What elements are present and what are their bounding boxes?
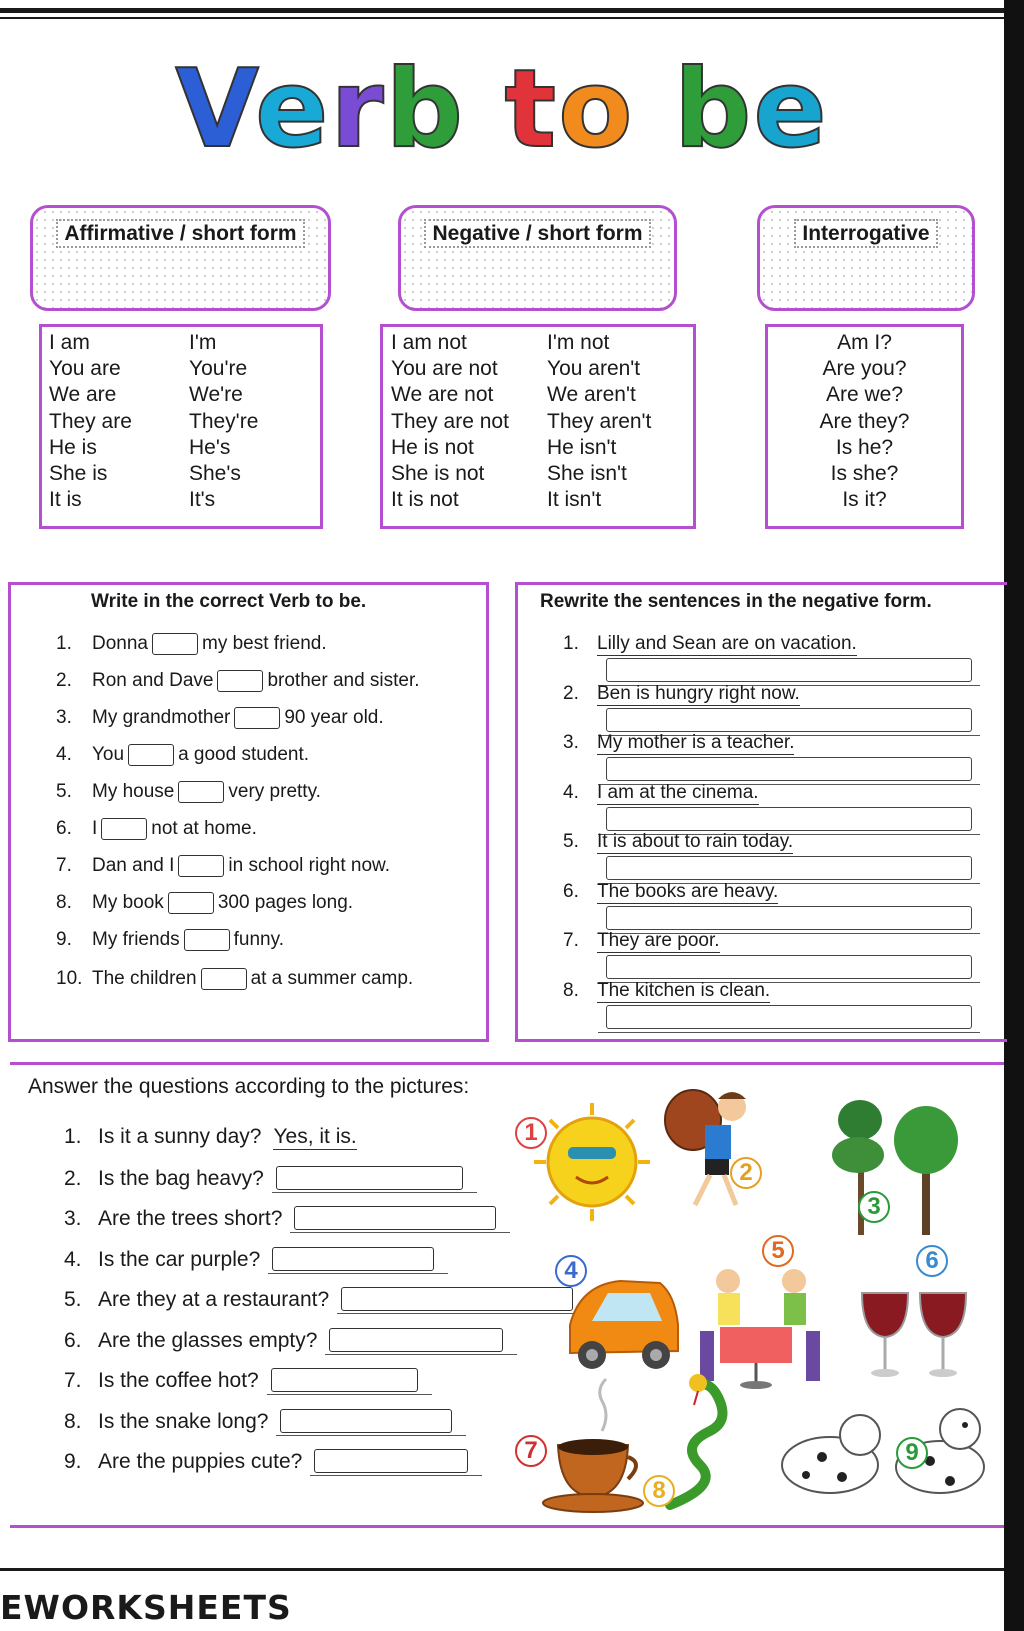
affirmative-cell: They're <box>189 410 259 433</box>
item-number: 7. <box>563 930 579 951</box>
question: Is the bag heavy? <box>98 1166 264 1190</box>
negative-cell: She isn't <box>547 462 627 485</box>
verb-blank-input[interactable] <box>201 968 247 990</box>
answer-input[interactable] <box>329 1328 503 1352</box>
item-number: 2. <box>56 670 72 692</box>
sentence: I am at the cinema. <box>597 781 759 803</box>
interrogative-row <box>768 355 961 382</box>
sentence-start: My grandmother <box>92 707 231 729</box>
interrogative-row <box>768 460 961 487</box>
interrogative-header-box <box>757 205 975 311</box>
negative-answer-line <box>598 952 980 983</box>
trees-picture <box>832 1100 958 1235</box>
sentence-start: My book <box>92 892 164 914</box>
sentence-end: brother and sister. <box>267 670 420 692</box>
sentence-start: The children <box>92 968 197 990</box>
interrogative-cell: Am I? <box>837 331 892 354</box>
sentence-end: my best friend. <box>202 633 327 655</box>
negative-header-box <box>398 205 677 311</box>
interrogative-header: Interrogative <box>796 221 935 246</box>
title-letter: o <box>558 47 635 172</box>
affirmative-cell: They are <box>49 410 132 433</box>
exercise2-heading: Rewrite the sentences in the negative form. <box>540 591 932 612</box>
answer-input[interactable] <box>294 1206 496 1230</box>
item-number: 3. <box>64 1207 82 1231</box>
item-number: 8. <box>56 892 72 914</box>
exercise3-item <box>64 1125 357 1150</box>
negative-cell: They aren't <box>547 410 652 433</box>
item-number: 8. <box>64 1409 82 1433</box>
negative-answer-input[interactable] <box>606 708 972 732</box>
affirmative-cell: She's <box>189 462 241 485</box>
page-title <box>0 45 1004 175</box>
negative-row <box>383 408 693 435</box>
title-letter <box>634 47 674 172</box>
negative-cell: He isn't <box>547 436 617 459</box>
title-letter: t <box>504 47 559 172</box>
exercise2-item <box>563 782 759 805</box>
sentence-start: My house <box>92 781 175 803</box>
exercise1-item <box>56 744 309 766</box>
negative-answer-line <box>598 655 980 686</box>
picture-number-badge: 7 <box>515 1435 547 1467</box>
exercise2-item <box>563 683 800 706</box>
interrogative-cell: Are they? <box>819 410 910 433</box>
picture-number-badge: 6 <box>916 1245 948 1277</box>
title-letter <box>465 47 505 172</box>
item-number: 6. <box>56 818 72 840</box>
coffee-picture <box>543 1379 643 1512</box>
item-number: 1. <box>56 633 72 655</box>
affirmative-cell: You're <box>189 357 248 380</box>
affirmative-cell: He's <box>189 436 231 459</box>
item-number: 1. <box>64 1125 82 1148</box>
affirmative-header-box <box>30 205 331 311</box>
negative-cell: It is not <box>391 488 459 511</box>
sentence: It is about to rain today. <box>597 831 794 852</box>
item-number: 8. <box>563 979 579 1001</box>
item-number: 6. <box>563 880 579 902</box>
exercise1-item <box>56 855 390 877</box>
sentence-start: Donna <box>92 633 148 655</box>
affirmative-cell: He is <box>49 436 97 459</box>
affirmative-row <box>42 460 320 487</box>
exercise1-item <box>56 929 284 951</box>
exercise2-item <box>563 732 794 755</box>
boy-bag-picture <box>665 1090 746 1205</box>
answer-text: Yes, it is. <box>273 1125 357 1148</box>
exercise3-heading: Answer the questions according to the pictures: <box>28 1075 470 1098</box>
item-number: 5. <box>563 831 579 852</box>
negative-row <box>383 329 693 356</box>
answer-line <box>276 1409 466 1436</box>
puppies-picture <box>782 1409 984 1493</box>
verb-blank-input[interactable] <box>178 781 224 803</box>
negative-answer-line <box>598 853 980 884</box>
question: Are the trees short? <box>98 1207 283 1231</box>
snake-picture <box>670 1374 723 1505</box>
affirmative-cell: It's <box>189 488 216 511</box>
negative-cell: It isn't <box>547 488 602 511</box>
exercise2-item <box>563 633 857 656</box>
answer-input[interactable] <box>314 1449 468 1473</box>
negative-cell: You are not <box>391 357 498 380</box>
exercise3-box <box>10 1062 1004 1528</box>
answer-line <box>268 1247 448 1274</box>
affirmative-cell: It is <box>49 488 82 511</box>
sentence-end: in school right now. <box>228 855 390 877</box>
affirmative-row <box>42 486 320 513</box>
affirmative-cell: You are <box>49 357 121 380</box>
item-number: 2. <box>64 1166 82 1190</box>
negative-row <box>383 381 693 408</box>
item-number: 7. <box>56 855 72 877</box>
negative-cell: She is not <box>391 462 485 485</box>
negative-row <box>383 460 693 487</box>
negative-answer-input[interactable] <box>606 906 972 930</box>
exercise2-item <box>563 930 720 953</box>
negative-cell: They are not <box>391 410 509 433</box>
item-number: 1. <box>563 633 579 654</box>
exercise3-item <box>64 1166 477 1193</box>
item-number: 9. <box>64 1450 82 1474</box>
interrogative-cell: Is it? <box>842 488 887 511</box>
negative-answer-input[interactable] <box>606 658 972 682</box>
answer-input[interactable] <box>271 1368 418 1392</box>
sentence: My mother is a teacher. <box>597 732 795 753</box>
question: Is it a sunny day? <box>98 1125 262 1148</box>
sun-picture <box>534 1103 650 1221</box>
verb-blank-input[interactable] <box>178 855 224 877</box>
answer-line <box>267 1368 432 1395</box>
footer-brand: EWORKSHEETS <box>0 1588 292 1627</box>
negative-cell: I'm not <box>547 331 610 354</box>
title-letter: e <box>753 47 829 172</box>
title-letter: e <box>255 47 331 172</box>
top-rule <box>0 8 1004 13</box>
negative-row <box>383 355 693 382</box>
answer-line <box>272 1166 477 1193</box>
exercise3-item <box>64 1328 517 1355</box>
answer-line <box>310 1449 482 1476</box>
sentence-end: 90 year old. <box>284 707 384 729</box>
affirmative-row <box>42 329 320 356</box>
exercise3-item <box>64 1449 482 1476</box>
exercise1-item <box>56 633 327 655</box>
item-number: 6. <box>64 1328 82 1352</box>
negative-answer-input[interactable] <box>606 757 972 781</box>
negative-header: Negative / short form <box>426 221 648 246</box>
item-number: 10. <box>56 968 83 990</box>
verb-blank-input[interactable] <box>101 818 147 840</box>
question: Is the car purple? <box>98 1247 261 1271</box>
verb-blank-input[interactable] <box>128 744 174 766</box>
picture-number-badge: 1 <box>515 1117 547 1149</box>
affirmative-cell: We are <box>49 383 117 406</box>
interrogative-cell: Is he? <box>835 436 894 459</box>
affirmative-header: Affirmative / short form <box>58 221 302 246</box>
item-number: 4. <box>563 781 579 803</box>
sentence-start: Dan and I <box>92 855 175 877</box>
exercise3-item <box>64 1206 510 1233</box>
title-letter: V <box>175 47 256 172</box>
negative-row <box>383 486 693 513</box>
verb-blank-input[interactable] <box>168 892 214 914</box>
sentence: Lilly and Sean are on vacation. <box>597 633 857 654</box>
interrogative-cell: Are we? <box>825 383 904 406</box>
sentence-start: You <box>92 744 125 766</box>
sentence-end: a good student. <box>178 744 310 766</box>
picture-number-badge: 2 <box>730 1157 762 1189</box>
item-number: 2. <box>563 682 579 704</box>
answer-input[interactable] <box>280 1409 452 1433</box>
sentence-end: at a summer camp. <box>250 968 414 990</box>
exercise1-box <box>8 582 489 1042</box>
exercise2-item <box>563 980 770 1003</box>
negative-answer-line <box>598 754 980 785</box>
affirmative-cell: I am <box>49 331 90 354</box>
title-letter: b <box>385 47 465 172</box>
affirmative-row <box>42 355 320 382</box>
sentence: The kitchen is clean. <box>597 979 771 1001</box>
affirmative-cell: She is <box>49 462 108 485</box>
wine-glasses-picture <box>862 1293 966 1377</box>
exercise3-item <box>64 1247 448 1274</box>
item-number: 7. <box>64 1369 82 1393</box>
pictures-panel <box>510 1085 1004 1525</box>
affirmative-table <box>39 324 323 529</box>
negative-answer-line <box>598 1002 980 1033</box>
item-number: 3. <box>56 707 72 729</box>
verb-blank-input[interactable] <box>234 707 280 729</box>
sentence-end: very pretty. <box>228 781 321 803</box>
negative-answer-input[interactable] <box>606 1005 972 1029</box>
interrogative-row <box>768 329 961 356</box>
question: Are the glasses empty? <box>98 1328 318 1352</box>
interrogative-table <box>765 324 964 529</box>
right-edge <box>1004 0 1024 1631</box>
item-number: 4. <box>64 1247 82 1271</box>
negative-cell: He is not <box>391 436 474 459</box>
exercise2-item <box>563 831 793 854</box>
exercise3-item <box>64 1409 466 1436</box>
verb-blank-input[interactable] <box>152 633 198 655</box>
negative-cell: I am not <box>391 331 467 354</box>
picture-number-badge: 9 <box>896 1437 928 1469</box>
item-number: 5. <box>64 1288 82 1312</box>
negative-cell: We are not <box>391 383 494 406</box>
interrogative-cell: Are you? <box>822 357 907 380</box>
question: Is the snake long? <box>98 1409 269 1433</box>
negative-answer-input[interactable] <box>606 955 972 979</box>
affirmative-cell: I'm <box>189 331 217 354</box>
negative-answer-line <box>598 903 980 934</box>
affirmative-cell: We're <box>189 383 243 406</box>
exercise3-item <box>64 1368 432 1395</box>
question: Are the puppies cute? <box>98 1450 303 1474</box>
interrogative-row <box>768 434 961 461</box>
sentence-end: funny. <box>233 929 284 951</box>
negative-answer-line <box>598 705 980 736</box>
negative-table <box>380 324 696 529</box>
sentence: They are poor. <box>597 930 720 951</box>
top-rule-thin <box>0 17 1004 19</box>
affirmative-row <box>42 408 320 435</box>
interrogative-row <box>768 408 961 435</box>
sentence-end: not at home. <box>151 818 257 840</box>
item-number: 5. <box>56 781 72 803</box>
answer-line <box>325 1328 517 1355</box>
sentence-start: I <box>92 818 98 840</box>
title-letter: r <box>330 47 386 172</box>
sentence: Ben is hungry right now. <box>597 682 800 704</box>
answer-input[interactable] <box>272 1247 434 1271</box>
picture-number-badge: 4 <box>555 1255 587 1287</box>
sentence: The books are heavy. <box>597 880 779 902</box>
exercise1-item <box>56 781 321 803</box>
item-number: 4. <box>56 744 72 766</box>
negative-cell: We aren't <box>547 383 636 406</box>
answer-line <box>290 1206 510 1233</box>
footer-rule <box>0 1568 1004 1571</box>
sentence-start: My friends <box>92 929 180 951</box>
car-picture <box>570 1281 678 1369</box>
negative-cell: You aren't <box>547 357 641 380</box>
exercise1-item <box>56 707 384 729</box>
negative-answer-input[interactable] <box>606 856 972 880</box>
exercise2-box <box>515 582 1007 1042</box>
title-letter: b <box>674 47 754 172</box>
exercise1-item <box>56 892 353 914</box>
restaurant-picture <box>700 1269 820 1389</box>
exercise1-heading: Write in the correct Verb to be. <box>91 591 367 612</box>
exercise2-item <box>563 881 778 904</box>
picture-number-badge: 8 <box>643 1475 675 1507</box>
verb-blank-input[interactable] <box>217 670 263 692</box>
picture-number-badge: 3 <box>858 1191 890 1223</box>
item-number: 9. <box>56 929 72 951</box>
item-number: 3. <box>563 732 579 753</box>
interrogative-cell: Is she? <box>830 462 899 485</box>
question: Are they at a restaurant? <box>98 1288 330 1312</box>
exercise1-item <box>56 818 257 840</box>
sentence-start: Ron and Dave <box>92 670 214 692</box>
sentence-end: 300 pages long. <box>217 892 354 914</box>
exercise1-item <box>56 968 413 990</box>
interrogative-row <box>768 486 961 513</box>
negative-answer-input[interactable] <box>606 807 972 831</box>
answer-input[interactable] <box>276 1166 463 1190</box>
interrogative-row <box>768 381 961 408</box>
picture-number-badge: 5 <box>762 1235 794 1267</box>
negative-answer-line <box>598 804 980 835</box>
exercise3-item <box>64 1287 587 1314</box>
exercise1-item <box>56 670 420 692</box>
question: Is the coffee hot? <box>98 1369 259 1393</box>
negative-row <box>383 434 693 461</box>
affirmative-row <box>42 381 320 408</box>
affirmative-row <box>42 434 320 461</box>
verb-blank-input[interactable] <box>184 929 230 951</box>
